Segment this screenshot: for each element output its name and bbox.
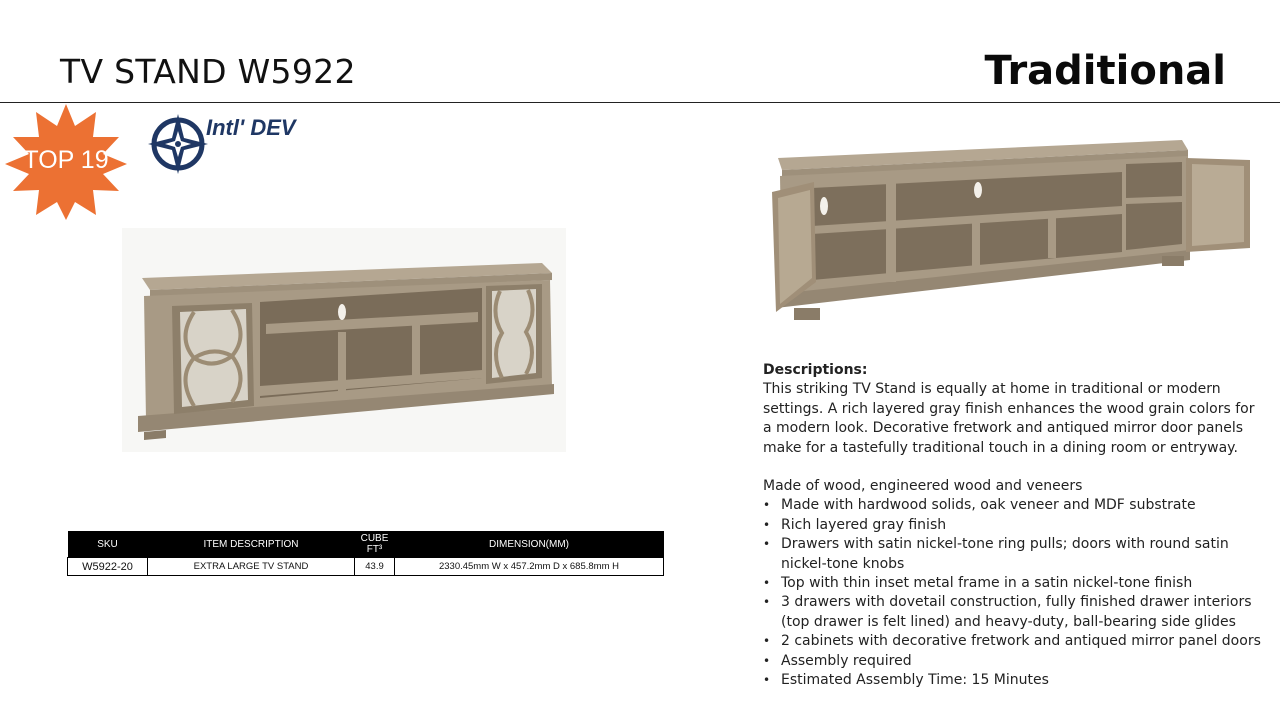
header-sku: SKU bbox=[68, 531, 148, 558]
cell-item-description: EXTRA LARGE TV STAND bbox=[148, 558, 355, 576]
list-item: • Drawers with satin nickel-tone ring pulls; doors with round satin nickel-tone knobs bbox=[763, 535, 1263, 574]
list-item: • 2 cabinets with decorative fretwork and antiqued mirror panel doors bbox=[763, 632, 1263, 651]
tv-stand-front-image bbox=[122, 228, 566, 452]
cell-cube: 43.9 bbox=[355, 558, 395, 576]
page-title: TV STAND W5922 bbox=[60, 52, 356, 91]
tv-stand-doors-open-image bbox=[762, 132, 1260, 332]
materials-line: Made of wood, engineered wood and veneers bbox=[763, 478, 1083, 495]
header-dimension: DIMENSION(MM) bbox=[395, 531, 664, 558]
top-badge bbox=[5, 104, 127, 220]
list-item: • 3 drawers with dovetail construction, fully finished drawer interiors (top drawer is felt lined) and heavy-duty, ball-bearing side glides bbox=[763, 593, 1263, 632]
spec-table bbox=[67, 531, 664, 576]
list-item: • Estimated Assembly Time: 15 Minutes bbox=[763, 671, 1263, 690]
header-cube: CUBE FT³ bbox=[355, 531, 395, 558]
cell-sku: W5922-20 bbox=[68, 558, 148, 576]
features-list bbox=[763, 496, 1263, 690]
brand-logo bbox=[148, 113, 328, 177]
description-text: This striking TV Stand is equally at home in traditional or modern settings. A rich layered gray finish enhances the wood grain colors for a modern look. Decorative fretwork and antiqued mirror door panels make for a tastefully traditional touch in a dining room or entryway. bbox=[763, 381, 1255, 456]
logo-text: Intl' DEV bbox=[206, 115, 296, 140]
badge-text: TOP 19 bbox=[23, 146, 109, 174]
description-heading: Descriptions: bbox=[763, 362, 868, 378]
list-item: • Assembly required bbox=[763, 652, 1263, 671]
style-label: Traditional bbox=[984, 48, 1226, 94]
header-item-description: ITEM DESCRIPTION bbox=[148, 531, 355, 558]
list-item: • Rich layered gray finish bbox=[763, 516, 1263, 535]
compass-star-icon bbox=[148, 113, 208, 175]
header-divider bbox=[0, 102, 1280, 103]
list-item: • Top with thin inset metal frame in a satin nickel-tone finish bbox=[763, 574, 1263, 593]
cell-dimension: 2330.45mm W x 457.2mm D x 685.8mm H bbox=[395, 558, 664, 576]
list-item: • Made with hardwood solids, oak veneer and MDF substrate bbox=[763, 496, 1263, 515]
description-block bbox=[763, 361, 1263, 691]
table-row bbox=[68, 558, 664, 576]
